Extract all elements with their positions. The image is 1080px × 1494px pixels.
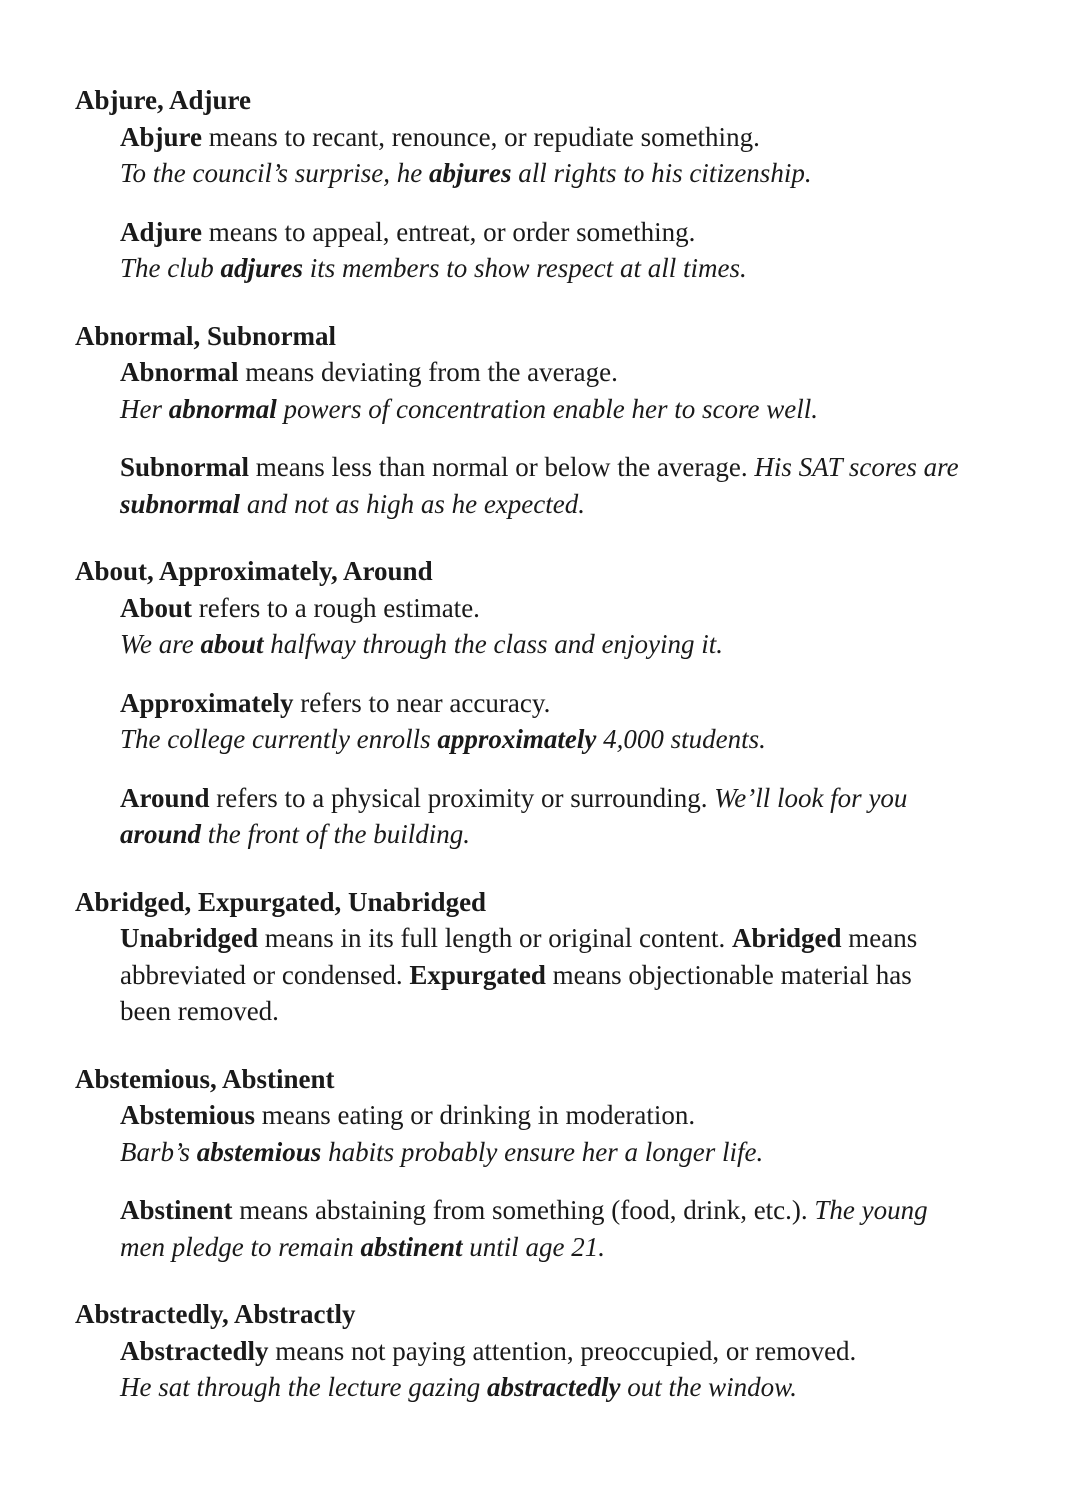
definition-paragraph — [120, 119, 1080, 192]
definition-text: means — [841, 923, 918, 953]
definition-paragraph — [120, 685, 1080, 758]
example-text: The college currently enrolls — [120, 724, 438, 754]
term-word: Abjure — [120, 121, 203, 152]
text-line — [120, 685, 1080, 722]
example-text: The club — [120, 253, 221, 283]
definition-paragraph — [120, 1097, 1080, 1170]
definition-text: refers to a physical proximity or surrounding. — [209, 782, 715, 813]
term-word: Abnormal — [120, 357, 239, 387]
text-line — [120, 119, 1080, 156]
example-text: We’ll look for you — [714, 782, 908, 813]
text-line — [120, 957, 1080, 994]
definition-text: abbreviated or condensed. — [120, 959, 410, 990]
example-text: halfway through the class and enjoying it. — [263, 629, 723, 659]
text-line — [120, 1097, 1080, 1134]
example-text: The young — [814, 1195, 928, 1225]
text-line — [120, 391, 1080, 428]
entry-heading: About, Approximately, Around — [75, 556, 433, 586]
definition-paragraph — [120, 1333, 1080, 1406]
term-word: Adjure — [120, 216, 203, 247]
example-text: its members to show respect at all times. — [303, 253, 747, 283]
definition-paragraph — [120, 1192, 1080, 1265]
example-text: Her — [120, 393, 169, 424]
definition-paragraph — [120, 920, 1080, 1030]
example-term: about — [200, 629, 264, 659]
example-term: abstractedly — [486, 1372, 621, 1402]
definition-text: means abstaining from something (food, drink, etc.). — [232, 1195, 815, 1225]
text-line — [120, 250, 1080, 287]
definition-text: been removed. — [120, 996, 279, 1026]
text-line — [120, 1333, 1080, 1370]
definition-text: means to recant, renounce, or repudiate something. — [202, 121, 760, 152]
entry-heading: Abstemious, Abstinent — [75, 1063, 335, 1094]
text-line — [120, 1369, 1080, 1406]
text-line — [120, 214, 1080, 251]
term-word: Abstinent — [120, 1195, 233, 1225]
example-text: and not as high as he expected. — [240, 488, 585, 519]
definition-text: means to appeal, entreat, or order something. — [202, 216, 696, 247]
text-line — [120, 920, 1080, 957]
example-term: abstemious — [196, 1136, 322, 1167]
definition-text: means in its full length or original content. — [258, 923, 732, 953]
example-text: His SAT scores are — [754, 452, 959, 482]
text-line — [120, 816, 1080, 853]
glossary-entry — [75, 82, 1080, 287]
entry-heading: Abstractedly, Abstractly — [75, 1299, 356, 1329]
example-term: adjures — [220, 253, 304, 283]
usage-glossary-page — [75, 82, 1080, 1437]
example-term: abstinent — [360, 1231, 463, 1262]
term-word: Subnormal — [120, 452, 250, 482]
definition-text: means less than normal or below the average. — [249, 452, 755, 482]
definition-text: means eating or drinking in moderation. — [255, 1100, 696, 1130]
text-line — [120, 780, 1080, 817]
glossary-entry — [75, 1296, 1080, 1406]
text-line — [120, 155, 1080, 192]
example-text: We are — [120, 629, 201, 659]
example-text: the front of the building. — [201, 819, 471, 849]
definition-text: means objectionable material has — [545, 959, 912, 990]
example-term: abnormal — [168, 393, 277, 424]
definition-paragraph — [120, 449, 1080, 522]
example-text: He sat through the lecture gazing — [120, 1372, 487, 1402]
example-text: until age 21. — [462, 1231, 605, 1262]
term-word: Expurgated — [409, 959, 546, 990]
definition-paragraph — [120, 780, 1080, 853]
example-text: out the window. — [620, 1372, 797, 1402]
term-word: Abstractedly — [120, 1335, 269, 1366]
glossary-entry — [75, 318, 1080, 523]
text-line — [120, 590, 1080, 627]
term-word: Abstemious — [120, 1100, 256, 1130]
example-term: approximately — [437, 724, 597, 754]
text-line — [120, 993, 1080, 1030]
example-term: subnormal — [120, 488, 241, 519]
definition-paragraph — [120, 214, 1080, 287]
text-line — [120, 1229, 1080, 1266]
example-term: around — [120, 819, 202, 849]
term-word: Unabridged — [120, 923, 259, 953]
glossary-entry — [75, 1061, 1080, 1266]
term-word: About — [120, 592, 193, 623]
entry-heading: Abnormal, Subnormal — [75, 320, 337, 351]
example-term: abjures — [429, 158, 512, 188]
example-text: To the council’s surprise, he — [120, 158, 430, 188]
example-text: men pledge to remain — [120, 1231, 361, 1262]
text-line — [120, 486, 1080, 523]
definition-text: means not paying attention, preoccupied, or removed. — [268, 1335, 857, 1366]
term-word: Approximately — [120, 687, 294, 718]
glossary-entry — [75, 884, 1080, 1030]
entry-heading: Abjure, Adjure — [75, 85, 252, 115]
definition-text: refers to near accuracy. — [293, 687, 551, 718]
term-word: Abridged — [731, 923, 842, 953]
definition-paragraph — [120, 590, 1080, 663]
text-line — [120, 626, 1080, 663]
example-text: 4,000 students. — [596, 724, 766, 754]
text-line — [120, 354, 1080, 391]
entry-heading: Abridged, Expurgated, Unabridged — [75, 886, 487, 917]
example-text: all rights to his citizenship. — [511, 158, 812, 188]
example-text: powers of concentration enable her to score well. — [276, 393, 818, 424]
text-line — [120, 1192, 1080, 1229]
text-line — [120, 721, 1080, 758]
text-line — [120, 1134, 1080, 1171]
text-line — [120, 449, 1080, 486]
example-text: habits probably ensure her a longer life. — [321, 1136, 764, 1167]
definition-text: refers to a rough estimate. — [192, 592, 480, 623]
example-text: Barb’s — [120, 1136, 197, 1167]
glossary-entry — [75, 553, 1080, 853]
definition-paragraph — [120, 354, 1080, 427]
definition-text: means deviating from the average. — [238, 357, 618, 387]
term-word: Around — [120, 782, 210, 813]
